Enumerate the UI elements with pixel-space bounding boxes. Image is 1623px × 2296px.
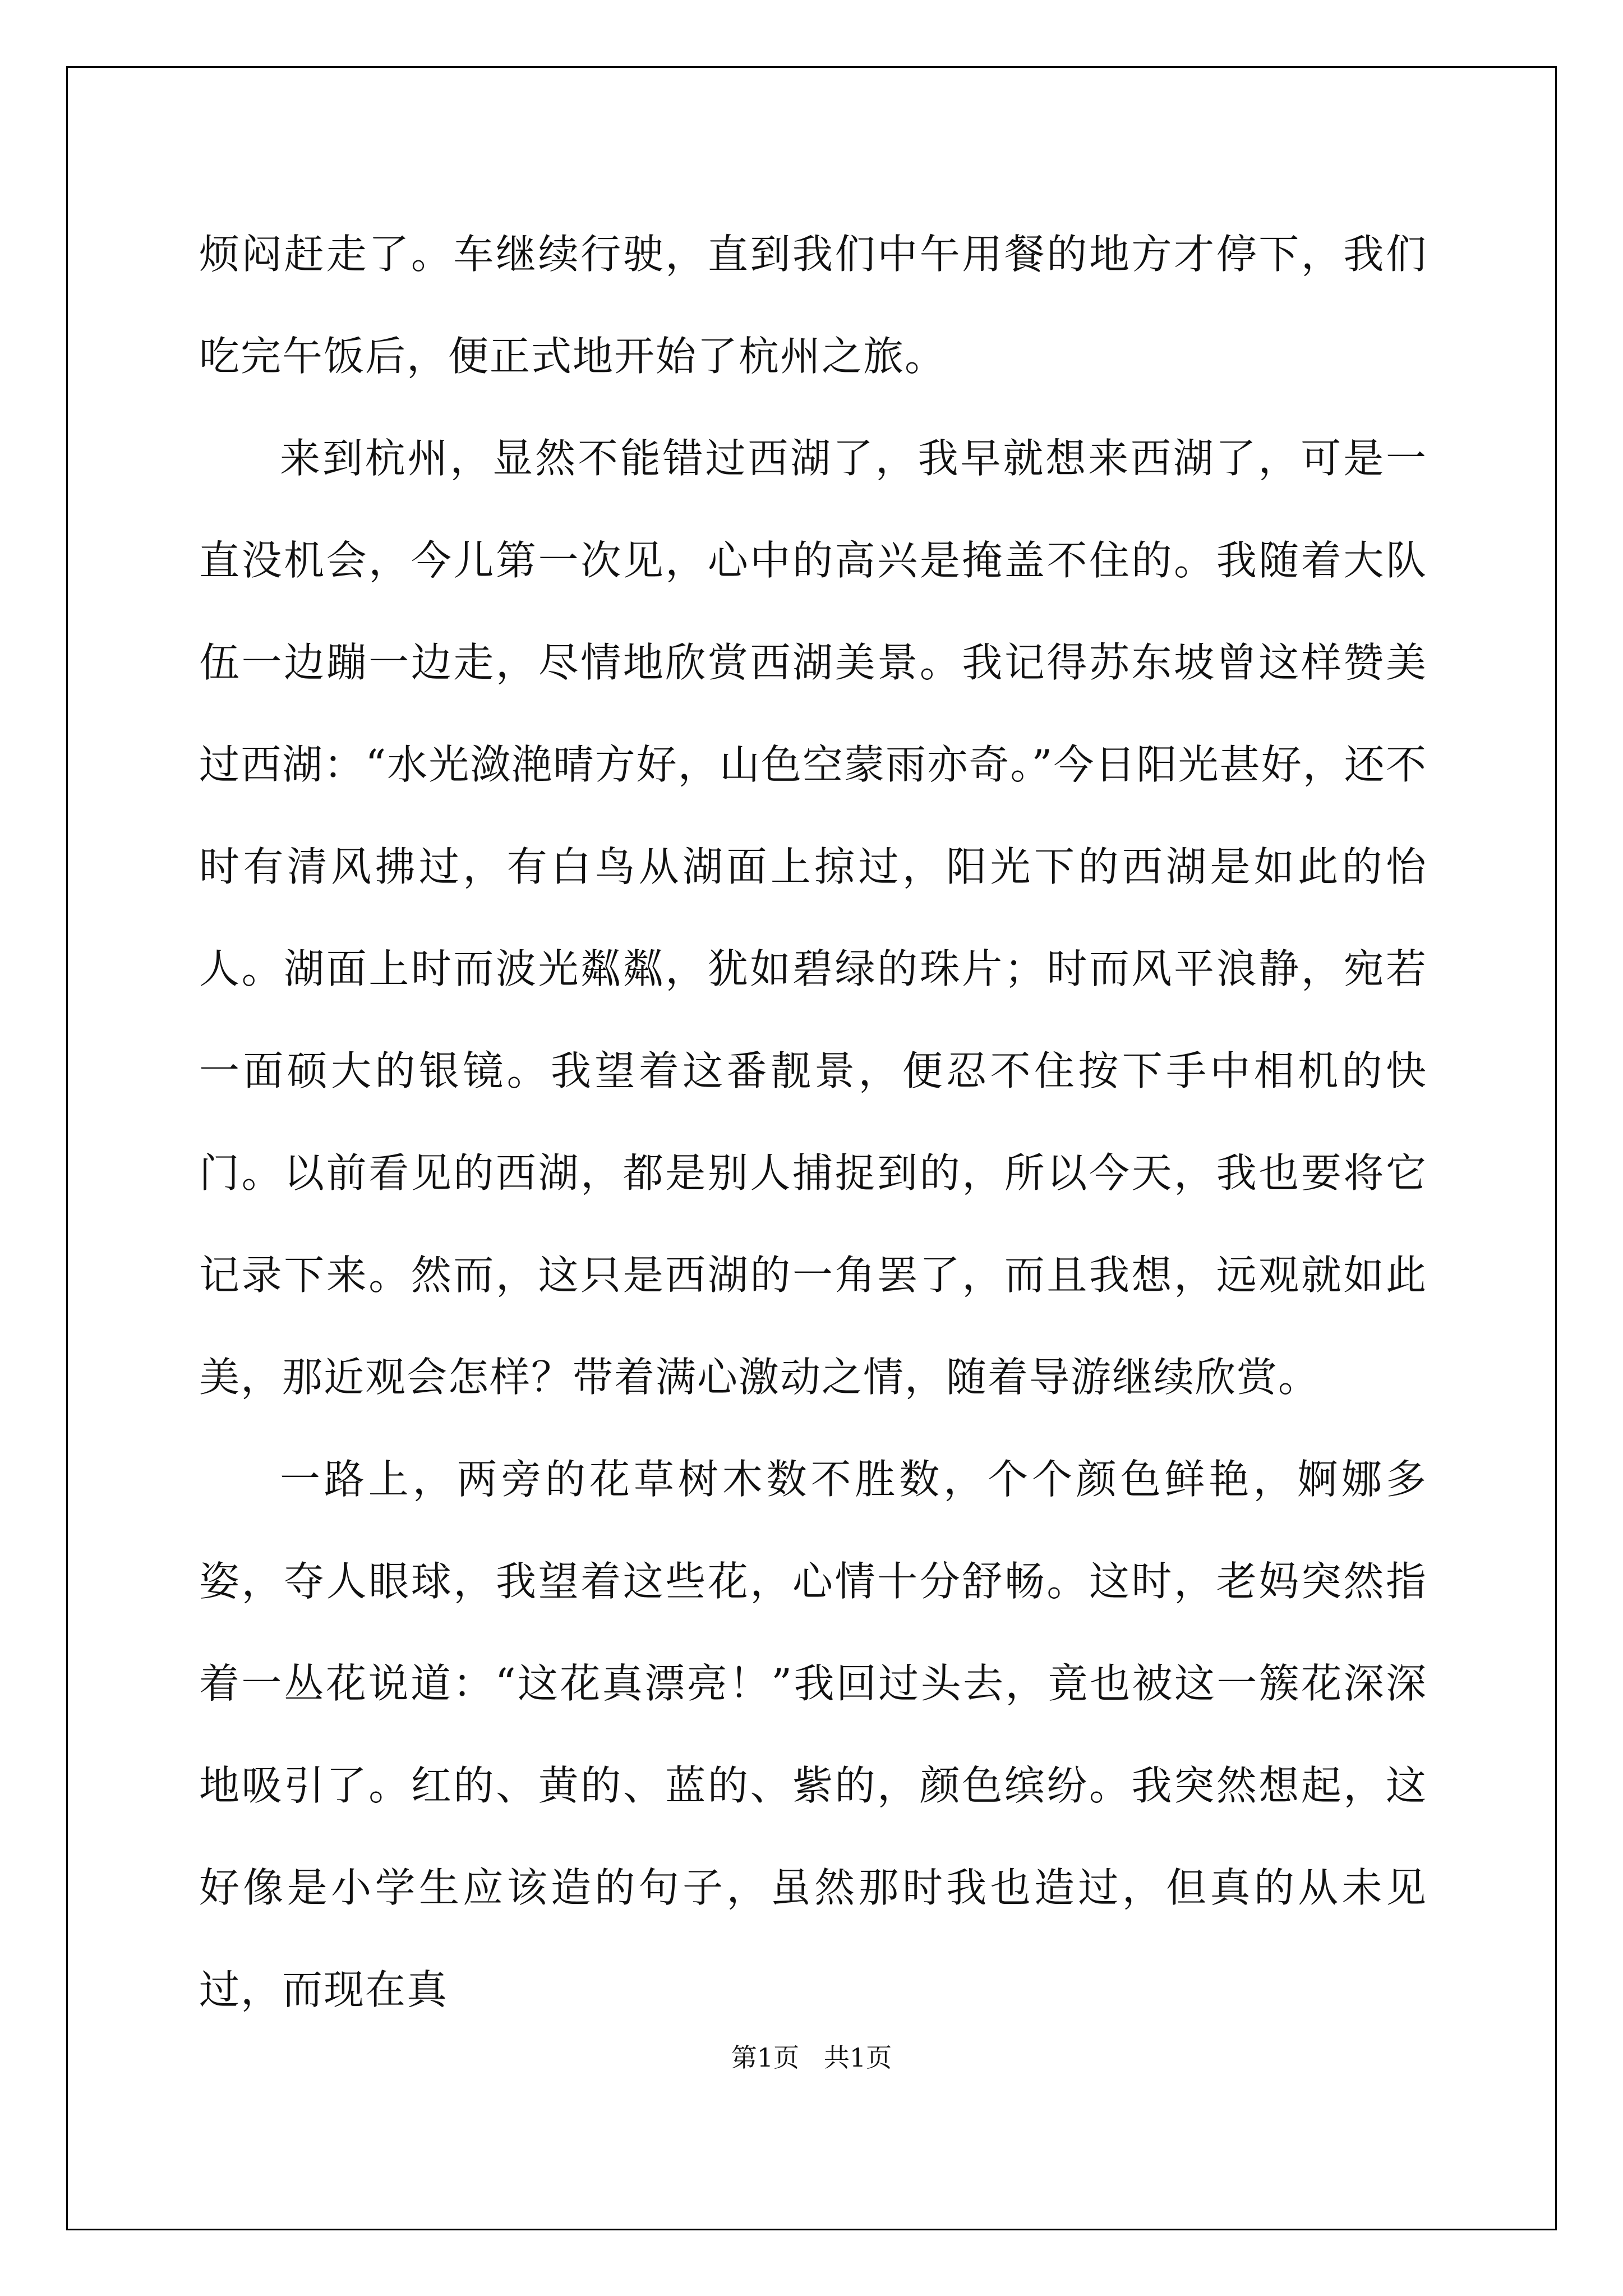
document-body [199, 203, 1427, 2041]
paragraph-3: 一路上，两旁的花草树木数不胜数，个个颜色鲜艳，婀娜多姿，夺人眼球，我望着这些花，心情十分舒畅。这时，老妈突然指着一丛花说道：“这花真漂亮！”我回过头去，竟也被这一簇花深深地吸引了。红的、黄的、蓝的、紫的，颜色缤纷。我突然想起，这好像是小学生应该造的句子，虽然那时我也造过，但真的从未见过，而现在真 [199, 1456, 1427, 2013]
page-footer: 第1页 共1页 [731, 2042, 892, 2073]
paragraph-2: 来到杭州，显然不能错过西湖了，我早就想来西湖了，可是一直没机会，今儿第一次见，心中的高兴是掩盖不住的。我随着大队伍一边蹦一边走，尽情地欣赏西湖美景。我记得苏东坡曾这样赞美过西湖：“水光潋滟晴方好，山色空蒙雨亦奇。”今日阳光甚好，还不时有清风拂过，有白鸟从湖面上掠过，阳光下的西湖是如此的怡人。湖面上时而波光粼粼，犹如碧绿的珠片；时而风平浪静，宛若一面硕大的银镜。我望着这番靓景，便忍不住按下手中相机的快门。以前看见的西湖，都是别人捕捉到的，所以今天，我也要将它记录下来。然而，这只是西湖的一角罢了，而且我想，远观就如此美，那近观会怎样？带着满心激动之情，随着导游继续欣赏。 [199, 435, 1427, 1401]
paragraph-1: 烦闷赶走了。车继续行驶，直到我们中午用餐的地方才停下，我们吃完午饭后，便正式地开始了杭州之旅。 [199, 231, 1427, 380]
